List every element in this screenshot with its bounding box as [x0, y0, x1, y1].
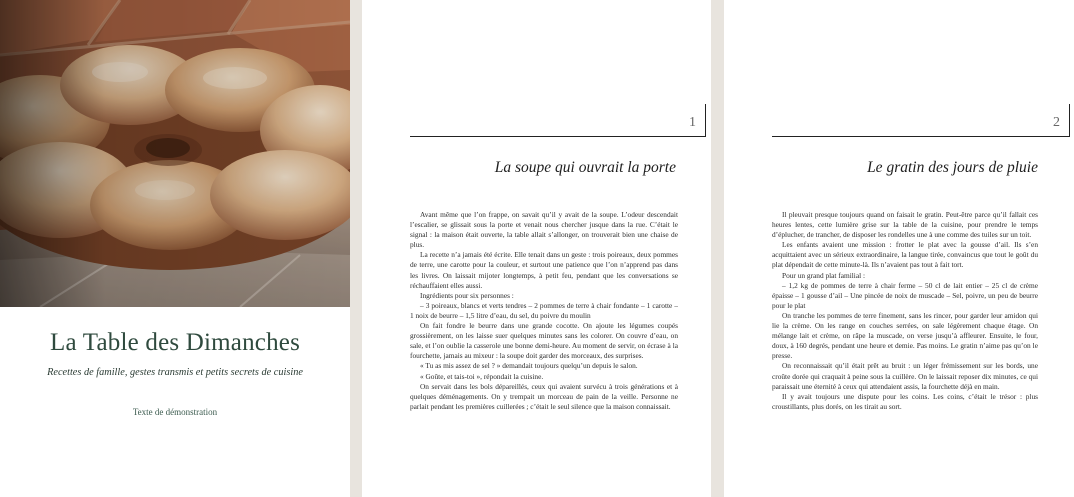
recipe-page-1 [362, 0, 711, 497]
paragraph: On servait dans les bols dépareillés, ceux qui avaient survécu à trois générations et à quelques déménagements. On y trempait un morceau de pain de la veille. Personne ne parlait pendant les premières cuillerées ; c’était le seul silence que la maison connaissait. [410, 381, 678, 411]
paragraph: « Tu as mis assez de sel ? » demandait toujours quelqu’un depuis le salon. [420, 361, 638, 371]
paragraph: « Goûte, et tais-toi », répondait la cuisine. [420, 371, 544, 381]
paragraph: On fait fondre le beurre dans une grande cocotte. On ajoute les légumes coupés grossièrement, on les laisse suer quelques minutes sans les colorer. On couvre d’eau, on sale, et l’on oublie la casserole une bonne demi-heure. Au moment de servir, on écrase à la fourchette, jamais au mixeur : la soupe doit garder des morceaux, des surprises. [410, 321, 678, 361]
paragraph: Il y avait toujours une dispute pour les coins. Les coins, c’était le trésor : plus croustillants, plus dorés, on les tirait au sort. [772, 391, 1038, 411]
page-number: 2 [1053, 115, 1060, 130]
recipe-page-2 [724, 0, 1074, 497]
paragraph: On reconnaissait qu’il était prêt au bruit : un léger frémissement sur les bords, une croûte dorée qui craquait à peine sous la cuillère. On le laissait reposer dix minutes, ce qui paraissait une éternité à ceux qui attendaient assis, la fourchette déjà en main. [772, 361, 1038, 391]
paragraph: On tranche les pommes de terre finement, sans les rincer, pour garder leur amidon qui lie la crème. On les range en couches serrées, on sale légèrement chaque étage. On mélange lait et crème, on râpe la muscade, on verse jusqu’à affleurer. Ensuite, le four, doux, à 160 degrés, pendant une heure et demie. Pas moins. Le gratin n’aime pas qu’on le presse. [772, 310, 1038, 361]
paragraph: Ingrédients pour six personnes : [420, 290, 514, 300]
cover-page [0, 0, 350, 497]
paragraph: Pour un grand plat familial : [782, 270, 866, 280]
page-title: Le gratin des jours de pluie [867, 159, 1038, 176]
page-number: 1 [689, 115, 696, 130]
page-number-frame [410, 104, 706, 137]
paragraph: Il pleuvait presque toujours quand on faisait le gratin. Peut-être parce qu’il fallait ces heures lentes, cette lumière grise sur la table de la cuisine, pour prendre le temps d’éplucher, de trancher, de disposer les rondelles une à une comme des tuiles sur un toit. [772, 210, 1038, 240]
paragraph: – 3 poireaux, blancs et verts tendres – 2 pommes de terre à chair fondante – 1 carotte – 1 noix de beurre – 1,5 litre d’eau, du sel, du poivre du moulin [410, 300, 678, 320]
body-text [772, 210, 1038, 456]
cover-subtitle: Recettes de famille, gestes transmis et petits secrets de cuisine [47, 367, 303, 378]
cover-note: Texte de démonstration [132, 407, 218, 417]
paragraph: Les enfants avaient une mission : frotter le plat avec la gousse d’ail. Ils s’en acquittaient avec un sérieux extraordinaire, la langue tirée, convaincus que tout le goût du plat dépendait de cette minute-là. Ils n’avaient pas tout à fait tort. [772, 240, 1038, 270]
paragraph: La recette n’a jamais été écrite. Elle tenait dans un geste : trois poireaux, deux pommes de terre, une carotte pour la couleur, et surtout une patience que l’on n’apprend pas dans les livres. On laissait mijoter longtemps, à petit feu, pendant que les conversations se réchauffaient elles aussi. [410, 250, 678, 290]
cover-photo [0, 0, 350, 307]
body-text [410, 210, 678, 456]
paragraph: Avant même que l’on frappe, on savait qu’il y avait de la soupe. L’odeur descendait l’escalier, se glissait sous la porte et venait nous chercher jusque dans la rue. C’était le signal : la maison était ouverte, la table allait s’allonger, on trouverait bien une chaise de plus. [410, 210, 678, 250]
page-number-frame [772, 104, 1070, 137]
paragraph: – 1,2 kg de pommes de terre à chair ferme – 50 cl de lait entier – 25 cl de crème épaisse – 1 gousse d’ail – Une pincée de noix de muscade – Sel, poivre, un peu de beurre pour le plat [772, 280, 1038, 310]
page-title: La soupe qui ouvrait la porte [494, 159, 676, 176]
cover-title: La Table des Dimanches [49, 329, 301, 356]
